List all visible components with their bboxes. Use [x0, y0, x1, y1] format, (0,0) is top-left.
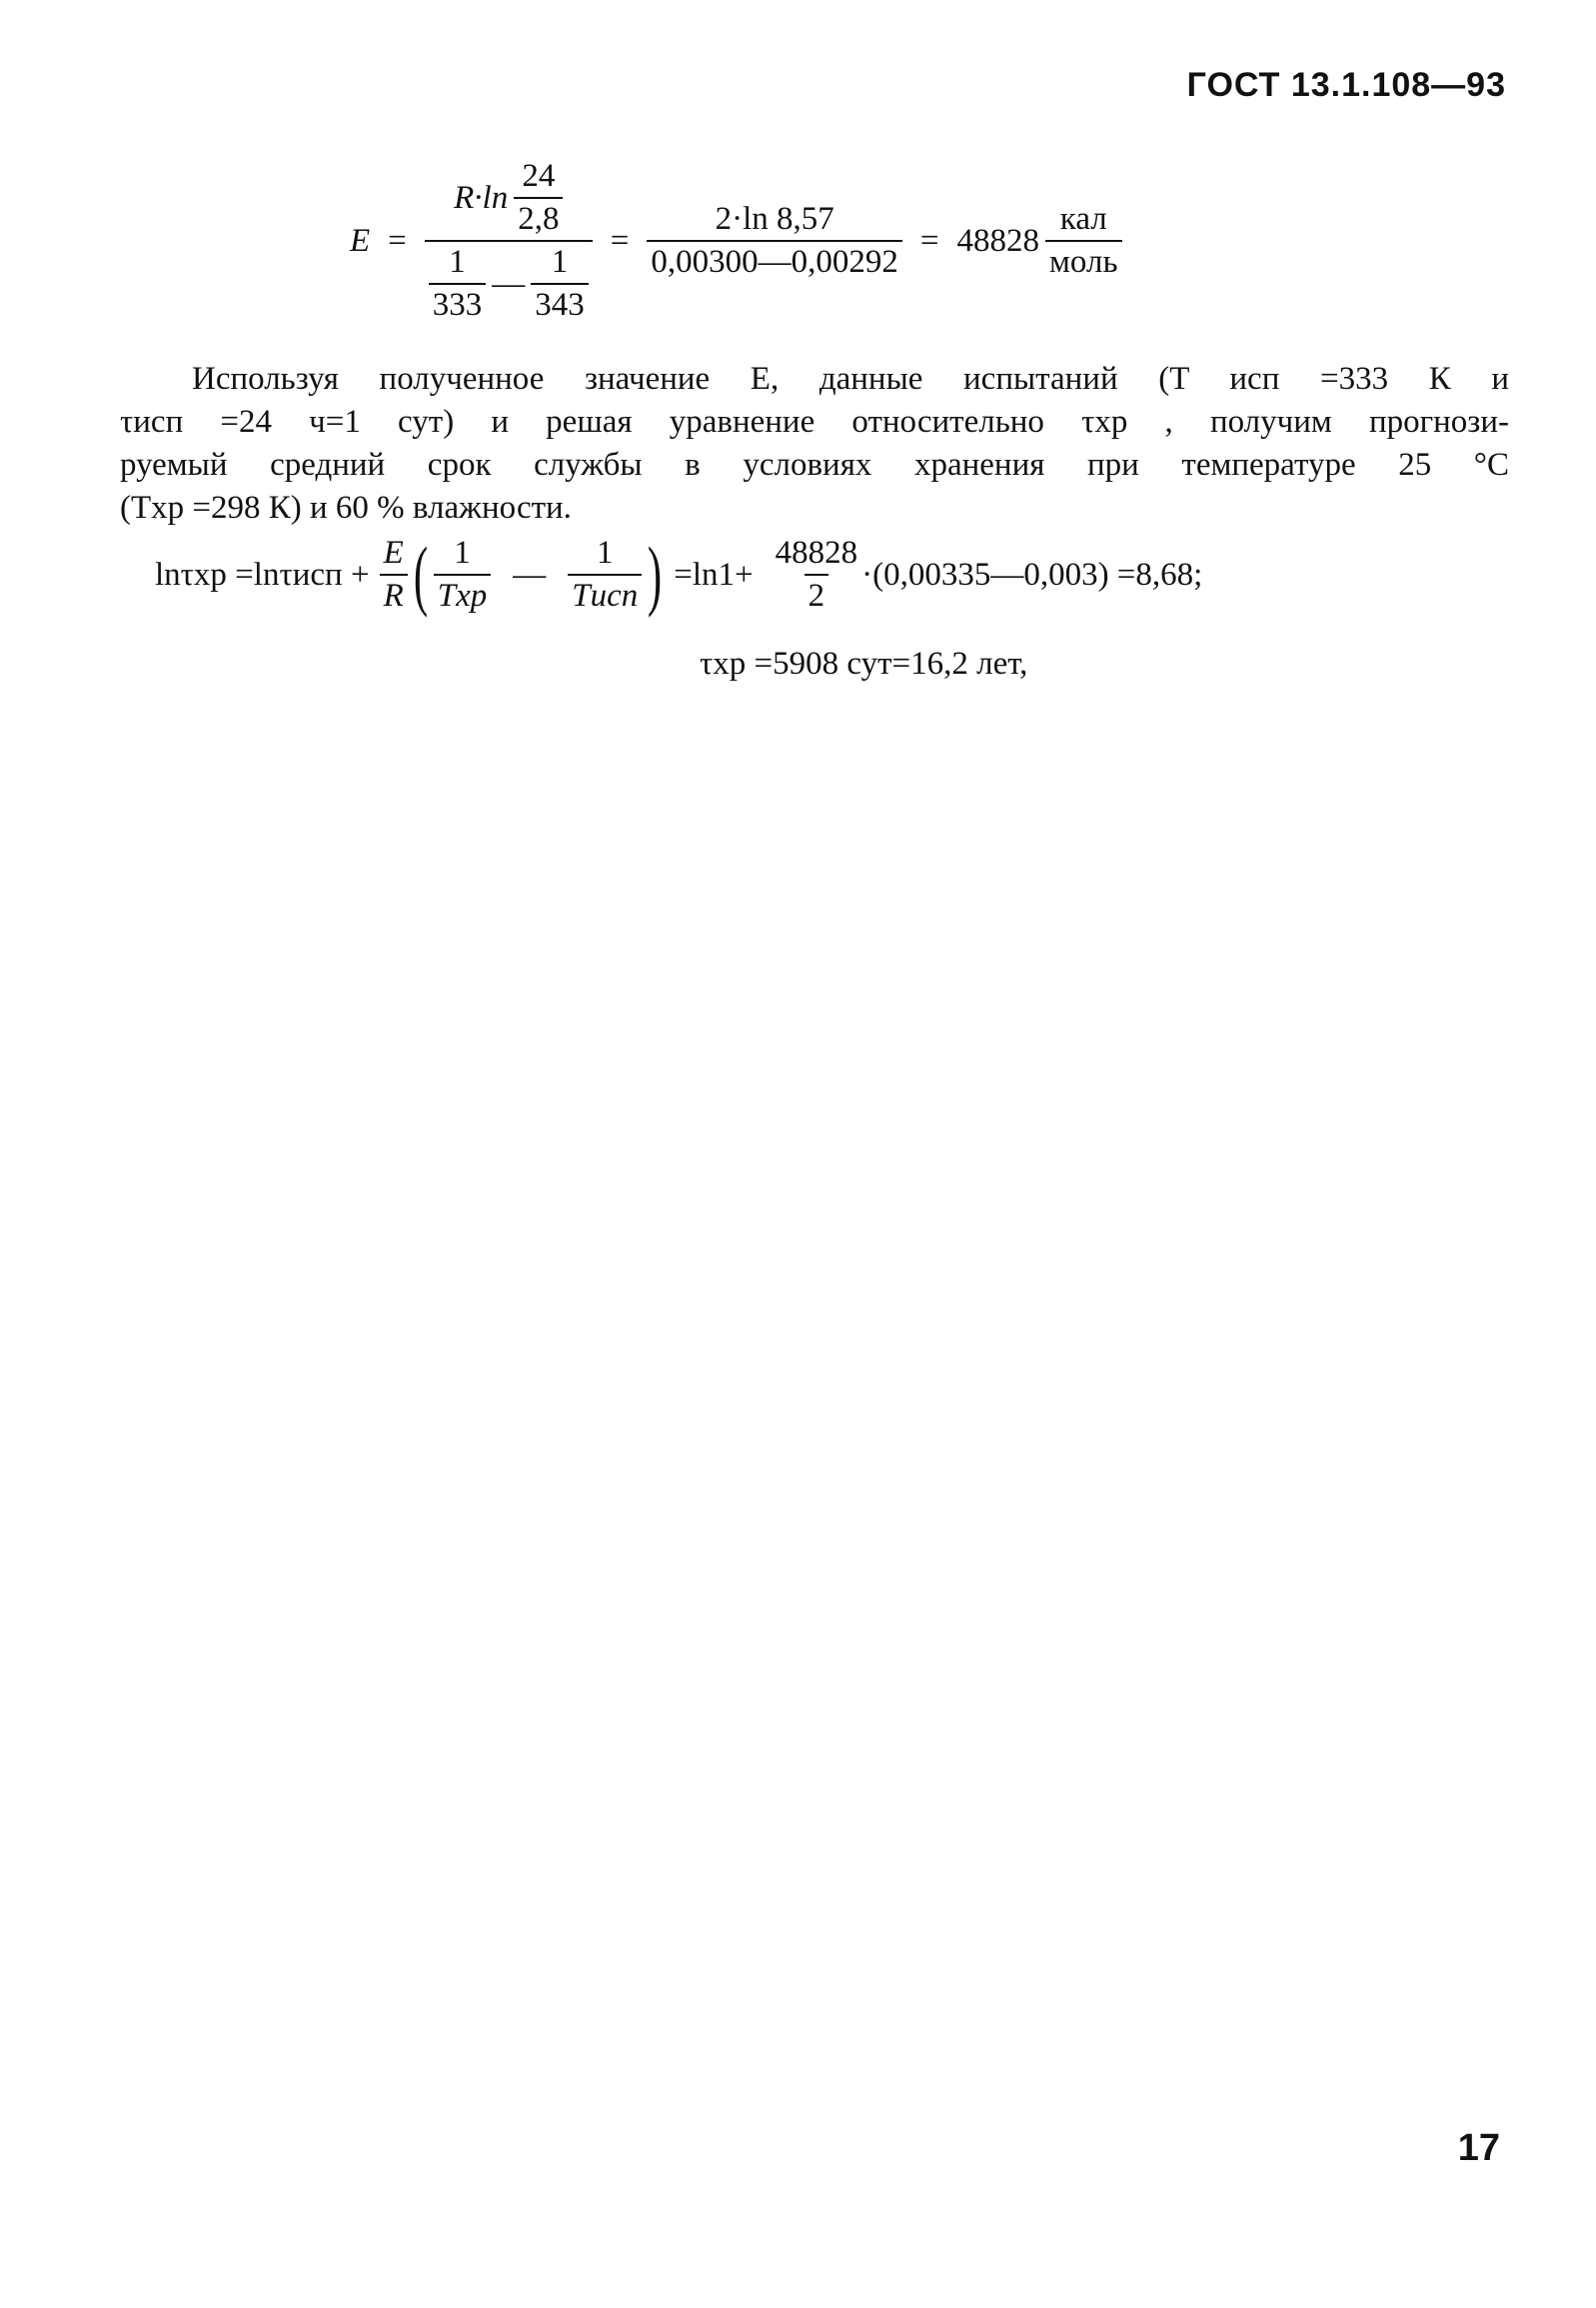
t-storage-den: Tхр [434, 574, 492, 613]
paragraph-line-2: τисп =24 ч=1 сут) и решая уравнение относительно τхр , получим прогнози- [120, 404, 1509, 440]
equals-sign: = [388, 222, 407, 259]
numeric-denominator: 0,00300—0,00292 [647, 240, 902, 279]
recip-t-test [568, 537, 642, 613]
coeff-denominator: 2 [804, 574, 829, 613]
open-paren: ( [413, 531, 428, 618]
minus-sign-2: — [513, 556, 547, 593]
main-fraction-numerator [450, 160, 567, 240]
unit-denominator: моль [1045, 240, 1121, 279]
t-test-den: Tисп [568, 574, 642, 613]
reciprocal-343 [531, 246, 589, 322]
recip-t-test-num: 1 [596, 535, 614, 571]
minus-sign: — [492, 265, 526, 302]
recip-343-num: 1 [551, 244, 569, 280]
recip-333-den: 333 [429, 283, 487, 322]
main-fraction [425, 160, 593, 322]
r-denominator: R [380, 574, 408, 613]
paragraph-line-3: руемый средний срок службы в условиях хранения при температуре 25 °С [120, 447, 1509, 483]
unit-fraction [1045, 203, 1121, 279]
recip-333-num: 1 [449, 244, 466, 280]
ratio-denominator: 2,8 [514, 197, 563, 236]
explanation-paragraph [120, 358, 1509, 530]
standard-code-header: ГОСТ 13.1.108—93 [1186, 66, 1506, 104]
equals-sign-3: = [919, 222, 939, 259]
coeff-fraction [772, 537, 862, 613]
formula2-rhs-start: =ln1+ [674, 556, 754, 593]
formula-lhs: E [350, 222, 371, 259]
recip-t-storage [434, 537, 492, 613]
ratio-numerator: 24 [522, 158, 556, 194]
close-paren: ) [648, 531, 663, 618]
coeff-numerator: 48828 [775, 535, 858, 571]
unit-numerator: кал [1059, 201, 1107, 237]
e-numerator: E [383, 535, 404, 571]
formula-storage-life [155, 531, 1203, 618]
formula-result-years: τхр =5908 сут=16,2 лет, [700, 646, 1028, 682]
formula-activation-energy [350, 160, 1122, 322]
page-number: 17 [1457, 2127, 1500, 2169]
recip-343-den: 343 [531, 283, 589, 322]
recip-t-storage-num: 1 [454, 535, 471, 571]
equals-sign-2: = [610, 222, 630, 259]
formula2-rhs-end: ·(0,00335—0,003) =8,68; [861, 556, 1203, 593]
reciprocal-333 [429, 246, 487, 322]
paragraph-line-1: Используя полученное значение E, данные испытаний (T исп =333 К и [192, 361, 1509, 397]
r-ln-term: R·ln [454, 179, 509, 216]
paragraph-line-4: (Tхр =298 К) и 60 % влажности. [120, 490, 572, 526]
numeric-numerator: 2·ln 8,57 [715, 201, 834, 237]
ratio-fraction [514, 160, 563, 236]
numeric-fraction [647, 203, 902, 279]
result-value: 48828 [956, 222, 1040, 259]
main-fraction-denominator [425, 240, 593, 322]
formula2-lhs: lnτхр =lnτисп + [155, 556, 370, 593]
e-over-r-fraction [380, 537, 408, 613]
